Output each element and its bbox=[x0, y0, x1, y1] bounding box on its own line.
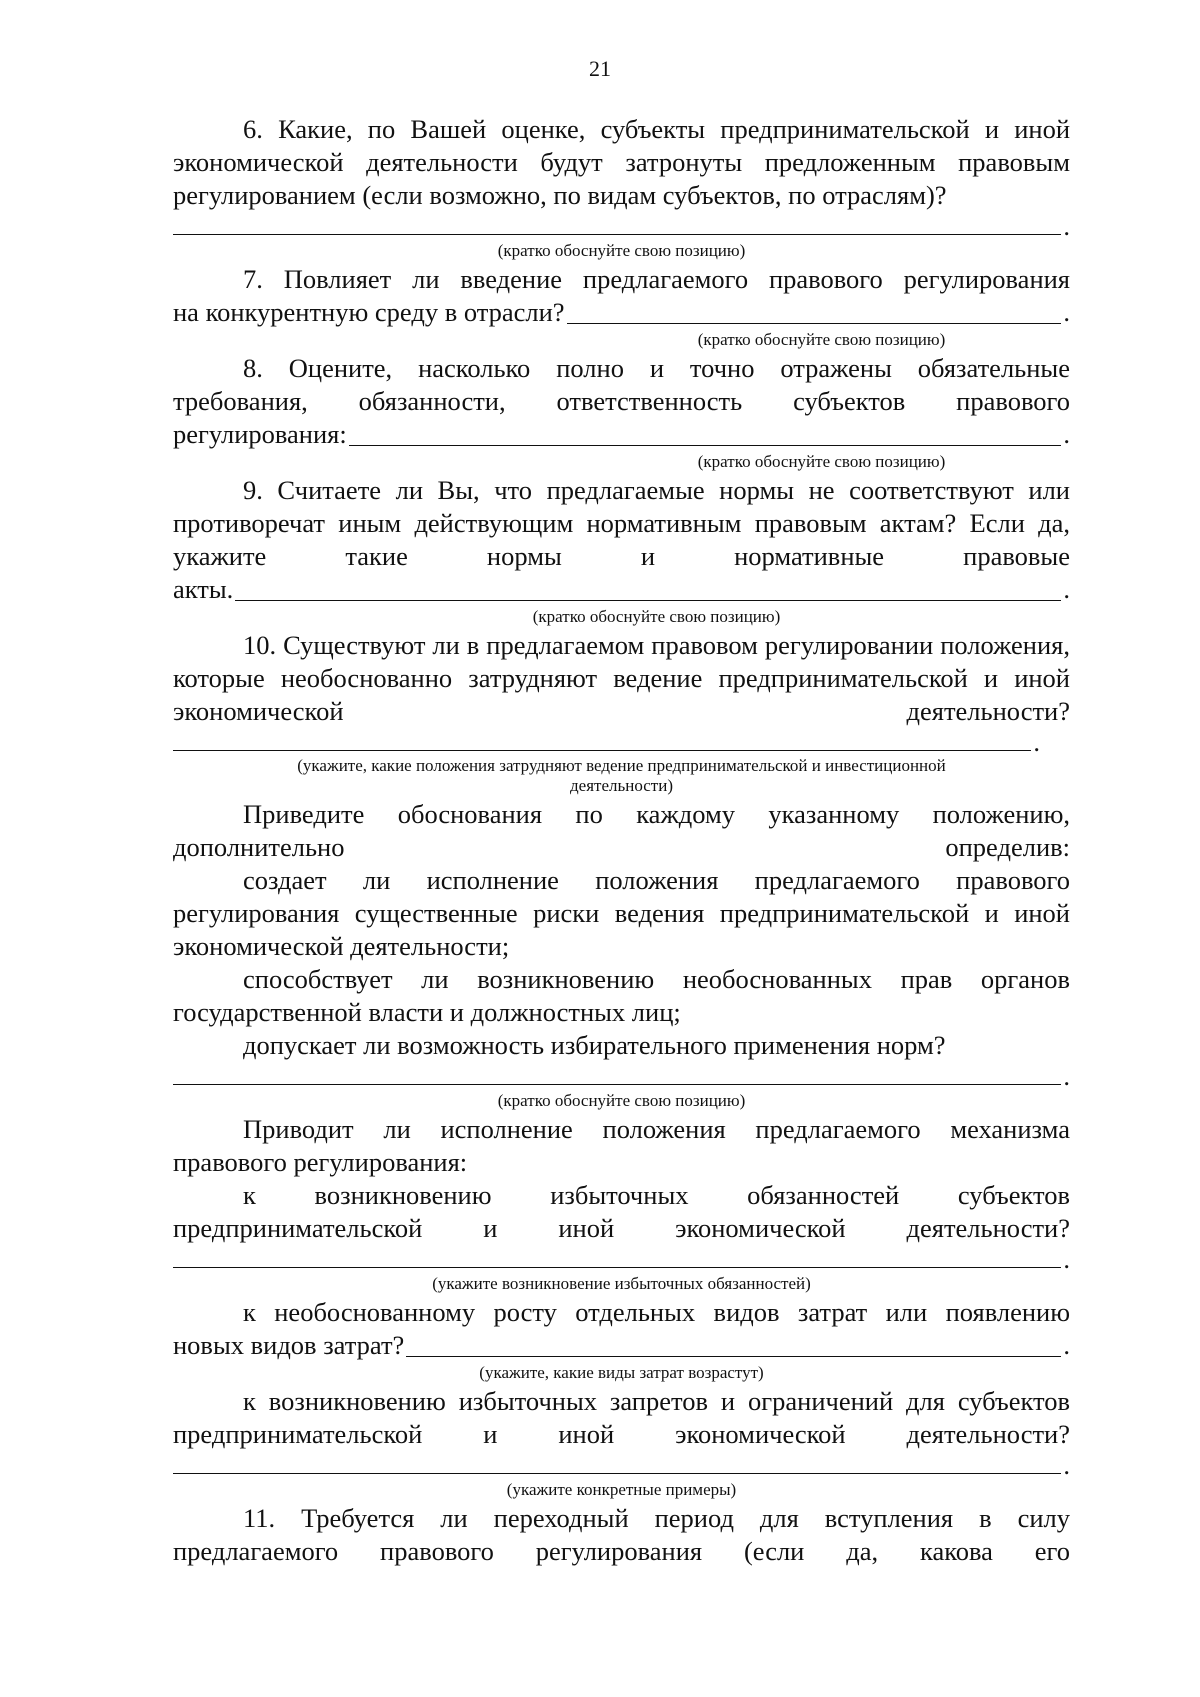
hint-mechanism-3: (укажите конкретные примеры) bbox=[506, 1480, 737, 1499]
hint-6: (кратко обоснуйте свою позицию) bbox=[497, 241, 746, 260]
answer-line-justify[interactable]: . bbox=[173, 1062, 1070, 1090]
mechanism-intro: Приводит ли исполнение положения предлагаемого механизма правового регулирования: bbox=[173, 1114, 1070, 1177]
question-8: 8. Оцените, насколько полно и точно отражены обязательные требования, обязанности, ответственность субъектов правового bbox=[173, 353, 1070, 416]
hint-10-line1: (укажите, какие положения затрудняют ведение предпринимательской и инвестиционной bbox=[297, 756, 946, 775]
question-6: 6. Какие, по Вашей оценке, субъекты предпринимательской и иной экономической деятельности будут затронуты предложенным правовым регулированием (если возможно, по видам субъектов, по отраслям)? bbox=[173, 114, 1070, 210]
hint-mechanism-1: (укажите возникновение избыточных обязанностей) bbox=[432, 1274, 811, 1293]
justify-item-3: допускает ли возможность избирательного применения норм? bbox=[243, 1030, 946, 1060]
question-7-line1: 7. Повлияет ли введение предлагаемого правового регулирования bbox=[243, 264, 1070, 294]
answer-line-mechanism-2[interactable] bbox=[406, 1332, 1061, 1357]
mechanism-item-2-line1: к необоснованному росту отдельных видов затрат или появлению bbox=[243, 1297, 1070, 1327]
hint-9: (кратко обоснуйте свою позицию) bbox=[532, 607, 781, 626]
mechanism-item-2-line2: новых видов затрат? . bbox=[173, 1330, 1070, 1360]
hint-justify: (кратко обоснуйте свою позицию) bbox=[497, 1091, 746, 1110]
answer-underline bbox=[173, 1060, 1061, 1085]
answer-line-9[interactable] bbox=[235, 576, 1061, 601]
question-7-line2: на конкурентную среду в отрасли? . bbox=[173, 297, 1070, 327]
question-8-last: регулирования: . bbox=[173, 419, 1070, 449]
page-number: 21 bbox=[589, 56, 611, 81]
hint-8: (кратко обоснуйте свою позицию) bbox=[697, 452, 946, 471]
answer-underline bbox=[173, 1449, 1061, 1474]
question-9-last: акты. . bbox=[173, 574, 1070, 604]
answer-line-8[interactable] bbox=[349, 421, 1062, 446]
document-body bbox=[173, 113, 1070, 1568]
hint-7: (кратко обоснуйте свою позицию) bbox=[697, 330, 946, 349]
hint-10-line2: деятельности) bbox=[570, 776, 673, 795]
question-9: 9. Считаете ли Вы, что предлагаемые нормы не соответствуют или противоречат иным действующим нормативным правовым актам? Если да, укажите такие нормы и нормативные правовые bbox=[173, 475, 1070, 571]
mechanism-item-1: к возникновению избыточных обязанностей субъектов предпринимательской и иной экономической деятельности? bbox=[173, 1180, 1070, 1243]
justify-item-1: создает ли исполнение положения предлагаемого правового регулирования существенные риски ведения предпринимательской и иной экономической деятельности; bbox=[173, 865, 1070, 961]
answer-underline bbox=[173, 726, 1031, 751]
answer-line-mechanism-1[interactable]: . bbox=[173, 1245, 1070, 1273]
justify-item-2: способствует ли возникновению необоснованных прав органов государственной власти и должностных лиц; bbox=[173, 964, 1070, 1027]
justify-intro: Приведите обоснования по каждому указанному положению, дополнительно определив: bbox=[173, 799, 1070, 862]
answer-underline bbox=[173, 1243, 1061, 1268]
answer-line-10[interactable]: . bbox=[173, 728, 1040, 756]
answer-underline bbox=[173, 210, 1061, 235]
mechanism-item-3: к возникновению избыточных запретов и ограничений для субъектов предпринимательской и иной экономической деятельности? bbox=[173, 1386, 1070, 1449]
question-11: 11. Требуется ли переходный период для вступления в силу предлагаемого правового регулирования (если да, какова его bbox=[173, 1503, 1070, 1566]
answer-line-6[interactable]: . bbox=[173, 212, 1070, 240]
question-10: 10. Существуют ли в предлагаемом правовом регулировании положения, которые необоснованно затрудняют ведение предпринимательской и иной экономической деятельности? bbox=[173, 630, 1070, 726]
answer-line-mechanism-3[interactable]: . bbox=[173, 1451, 1070, 1479]
answer-line-7[interactable] bbox=[567, 299, 1062, 324]
hint-mechanism-2: (укажите, какие виды затрат возрастут) bbox=[479, 1363, 764, 1382]
